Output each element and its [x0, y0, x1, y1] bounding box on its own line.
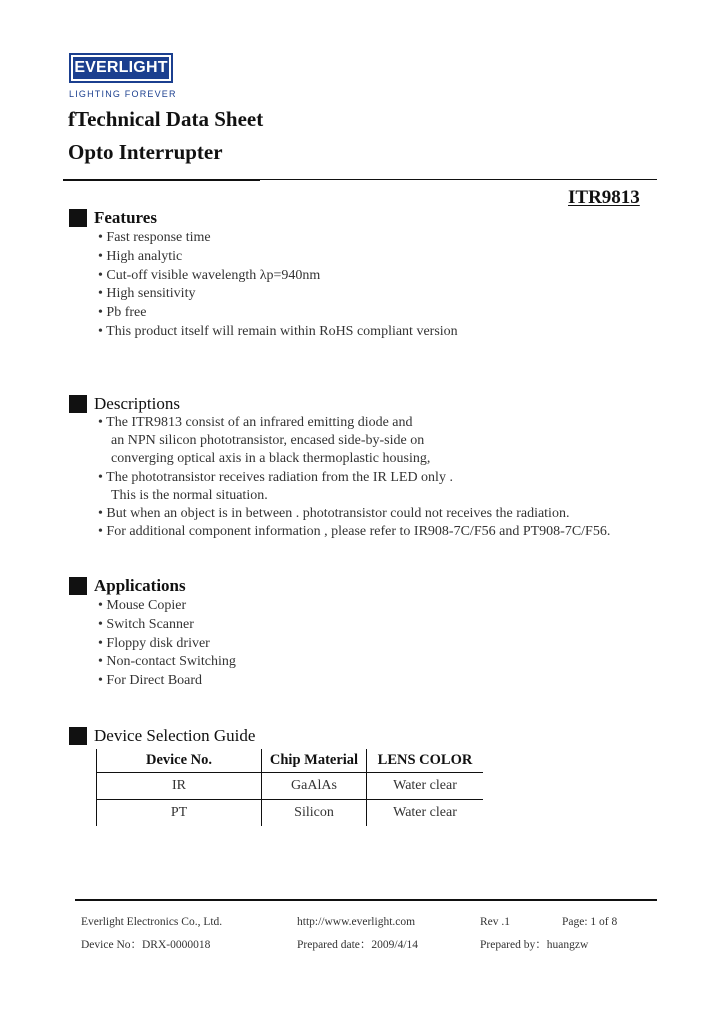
- table-header-row: [97, 749, 484, 773]
- table-cell: Water clear: [367, 800, 484, 827]
- device-selection-table: [96, 749, 483, 826]
- footer-prepared-by: Prepared by：huangzw: [480, 939, 589, 951]
- descriptions-heading: [69, 394, 180, 414]
- footer-device-number: Device No：DRX-0000018: [81, 939, 211, 951]
- header-divider-thin: [260, 179, 657, 180]
- section-bullet-icon: [69, 209, 87, 227]
- device-guide-heading-text: Device Selection Guide: [94, 726, 256, 745]
- footer-revision: Rev .1: [480, 916, 511, 928]
- descriptions-list: [98, 414, 610, 541]
- features-heading: [69, 208, 157, 228]
- section-bullet-icon: [69, 727, 87, 745]
- footer-url[interactable]: http://www.everlight.com: [297, 916, 416, 928]
- footer-page-number: Page: 1 of 8: [562, 916, 618, 928]
- footer-company: Everlight Electronics Co., Ltd.: [81, 916, 223, 928]
- list-item: • The ITR9813 consist of an infrared emitting diode and: [98, 415, 413, 430]
- list-item: • For Direct Board: [98, 673, 203, 689]
- logo-tagline: LIGHTING FOREVER: [69, 89, 177, 99]
- applications-heading: [69, 576, 186, 596]
- document-title: fTechnical Data Sheet: [68, 107, 264, 131]
- list-item: • Fast response time: [98, 230, 211, 245]
- list-item: • High analytic: [98, 248, 183, 264]
- footer-divider: [75, 899, 657, 901]
- features-heading-text: Features: [94, 208, 157, 227]
- list-item: • Pb free: [98, 305, 147, 321]
- section-bullet-icon: [69, 395, 87, 413]
- list-item: • For additional component information , please refer to IR908-7C/F56 and PT908-7C/F56.: [98, 524, 611, 540]
- list-item: • The phototransistor receives radiation from the IR LED only .: [98, 469, 453, 485]
- section-bullet-icon: [69, 577, 87, 595]
- footer-prepared-date: Prepared date：2009/4/14: [297, 939, 419, 951]
- list-item: converging optical axis in a black thermoplastic housing,: [111, 451, 431, 467]
- list-item: • Switch Scanner: [98, 616, 194, 632]
- logo-text: EVERLIGHT: [73, 57, 169, 79]
- list-item: • This product itself will remain within RoHS compliant version: [98, 323, 458, 339]
- device-guide-heading: [69, 726, 255, 746]
- table-cell: GaAlAs: [262, 773, 367, 800]
- column-header: Chip Material: [262, 749, 367, 773]
- table-row: [97, 800, 484, 827]
- list-item: • Floppy disk driver: [98, 635, 210, 651]
- list-item: This is the normal situation.: [111, 487, 268, 503]
- table-cell: Silicon: [262, 800, 367, 827]
- column-header: Device No.: [97, 749, 262, 773]
- part-number: ITR9813: [568, 187, 640, 208]
- list-item: • Cut-off visible wavelength λp=940nm: [98, 267, 321, 283]
- list-item: • High sensitivity: [98, 286, 196, 302]
- applications-heading-text: Applications: [94, 576, 186, 595]
- document-subtitle: Opto Interrupter: [68, 140, 223, 164]
- features-list: [98, 229, 458, 342]
- header-divider-thick: [63, 179, 260, 181]
- list-item: • But when an object is in between . phototransistor could not receives the radiation.: [98, 506, 570, 522]
- list-item: • Non-contact Switching: [98, 654, 236, 670]
- column-header: LENS COLOR: [367, 749, 484, 773]
- list-item: an NPN silicon phototransistor, encased side-by-side on: [111, 433, 425, 449]
- table-row: [97, 773, 484, 800]
- table-cell: PT: [97, 800, 262, 827]
- descriptions-heading-text: Descriptions: [94, 394, 180, 413]
- list-item: • Mouse Copier: [98, 598, 187, 613]
- table-cell: Water clear: [367, 773, 484, 800]
- applications-list: [98, 597, 236, 691]
- everlight-logo: [69, 53, 173, 83]
- table-cell: IR: [97, 773, 262, 800]
